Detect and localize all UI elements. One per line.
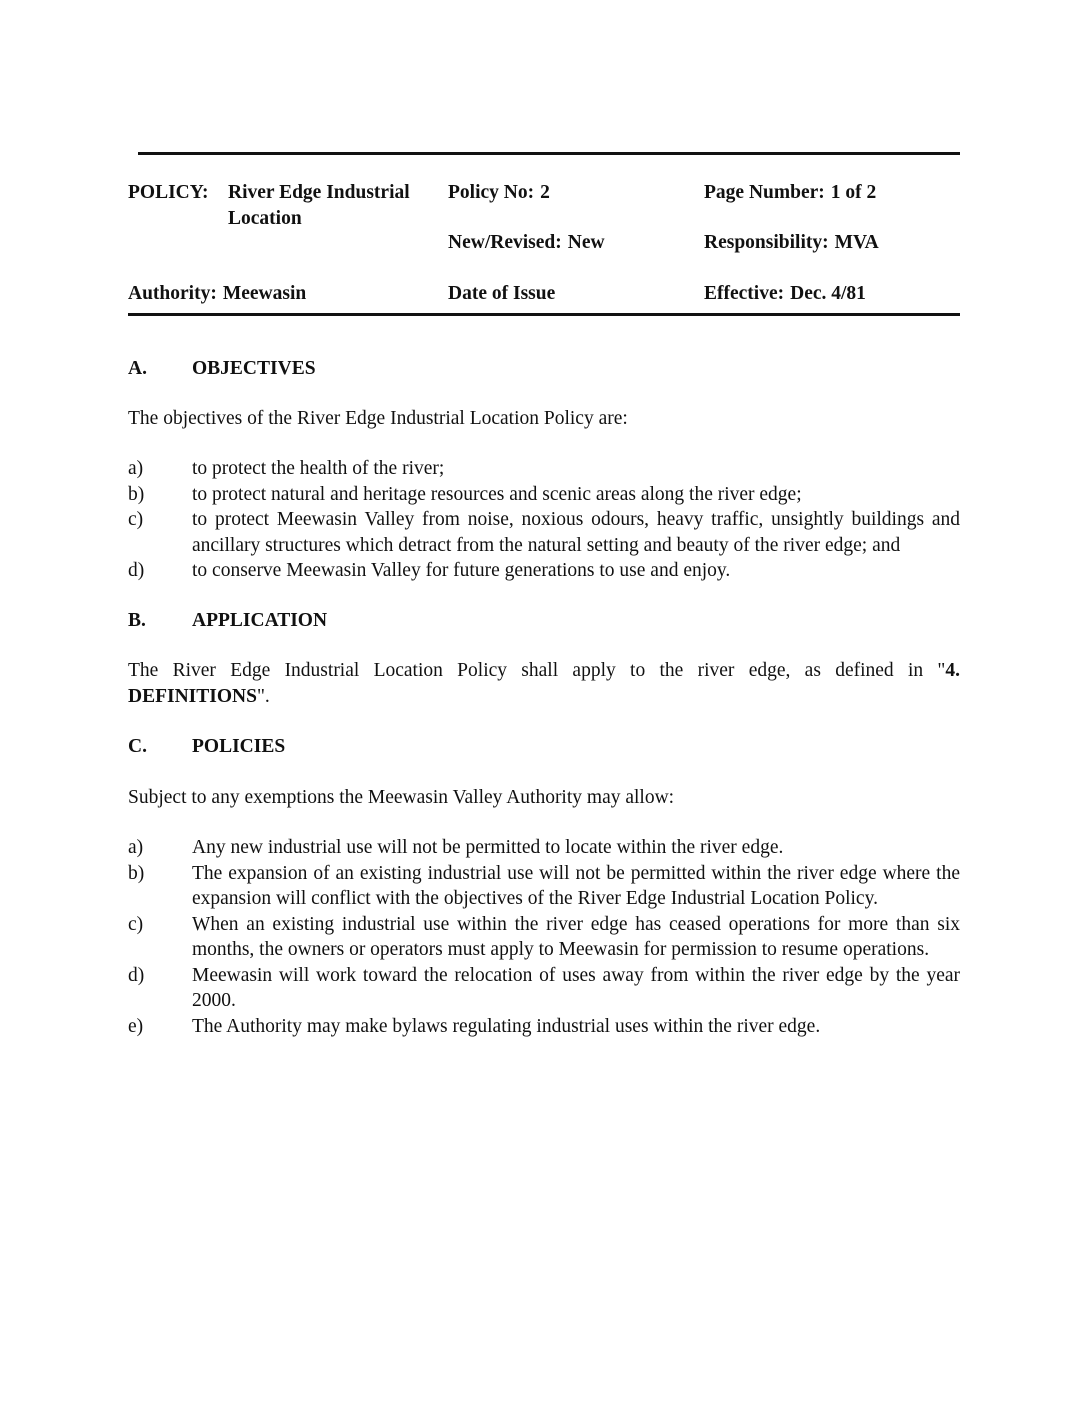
list-item-text: Any new industrial use will not be permitted to locate within the river edge. xyxy=(192,837,784,858)
page-number xyxy=(704,180,876,206)
list-item xyxy=(128,482,960,508)
list-marker: a) xyxy=(128,837,144,858)
list-item-text: to protect the health of the river; xyxy=(192,458,445,479)
section-letter: B. xyxy=(128,610,146,631)
list-marker: e) xyxy=(128,1015,144,1037)
effective-value: Dec. 4/81 xyxy=(790,283,866,304)
list-marker: c) xyxy=(128,509,144,530)
section-title: POLICIES xyxy=(192,736,286,757)
policy-title-value: River Edge Industrial Location xyxy=(228,182,410,229)
policy-label: POLICY: xyxy=(128,182,209,203)
list-item-text: When an existing industrial use within the river edge has ceased operations for more than six months, the owners or operators must apply to Meewasin for permission to resume operations. xyxy=(192,913,960,960)
section-title: APPLICATION xyxy=(192,610,328,631)
page-number-label: Page Number: xyxy=(704,182,825,203)
section-heading-policies xyxy=(128,734,285,760)
policy-number xyxy=(448,180,550,206)
list-item-text: The expansion of an existing industrial use will not be permitted within the river edge where the expansion will conflict with the objectives of the River Edge Industrial Location Policy. xyxy=(192,862,960,909)
date-of-issue-label: Date of Issue xyxy=(448,283,556,304)
header-bottom-rule xyxy=(128,313,960,316)
section-letter: A. xyxy=(128,358,147,379)
authority-value: Meewasin xyxy=(222,283,307,304)
list-item-text: to protect Meewasin Valley from noise, noxious odours, heavy traffic, unsightly buildings and ancillary structures which detract from the natural setting and beauty of the river edge; and xyxy=(192,509,960,556)
list-item xyxy=(128,912,960,963)
list-item xyxy=(128,861,960,912)
list-item xyxy=(128,558,960,584)
list-marker: a) xyxy=(128,458,144,479)
section-title: OBJECTIVES xyxy=(192,358,316,379)
authority xyxy=(128,281,306,307)
section-heading-application xyxy=(128,608,327,634)
policies-list xyxy=(128,835,960,1039)
list-item-text: to conserve Meewasin Valley for future generations to use and enjoy. xyxy=(192,560,731,581)
policies-intro: Subject to any exemptions the Meewasin Valley Authority may allow: xyxy=(128,787,675,808)
responsibility-label: Responsibility: xyxy=(704,232,829,253)
page-number-value: 1 of 2 xyxy=(830,182,877,203)
objectives-intro: The objectives of the River Edge Industrial Location Policy are: xyxy=(128,408,628,429)
list-item-text: Meewasin will work toward the relocation of uses away from within the river edge by the year 2000. xyxy=(192,964,960,1011)
list-item xyxy=(128,963,960,1014)
effective-label: Effective: xyxy=(704,283,785,304)
section-letter: C. xyxy=(128,736,147,757)
policy-no-value: 2 xyxy=(540,182,550,203)
application-text-end: ". xyxy=(256,685,270,707)
list-marker: b) xyxy=(128,483,145,505)
effective xyxy=(704,281,866,307)
list-item xyxy=(128,1014,960,1040)
list-marker: d) xyxy=(128,560,145,581)
list-item xyxy=(128,507,960,558)
new-revised-label: New/Revised: xyxy=(448,232,562,253)
list-marker: d) xyxy=(128,964,145,986)
list-item-text: The Authority may make bylaws regulating industrial uses within the river edge. xyxy=(192,1015,821,1037)
new-revised-value: New xyxy=(567,232,605,253)
definitions-reference: 4. DEFINITIONS xyxy=(128,660,960,707)
new-revised xyxy=(448,230,605,256)
list-marker: c) xyxy=(128,913,144,935)
header-top-rule xyxy=(138,152,960,155)
responsibility-value: MVA xyxy=(834,232,879,253)
objectives-list xyxy=(128,456,960,584)
list-marker: b) xyxy=(128,862,145,884)
responsibility xyxy=(704,230,879,256)
section-heading-objectives xyxy=(128,356,316,382)
authority-label: Authority: xyxy=(128,283,217,304)
application-text xyxy=(128,658,960,709)
policy-title xyxy=(128,180,438,231)
list-item xyxy=(128,835,960,861)
list-item xyxy=(128,456,960,482)
date-of-issue xyxy=(448,281,555,307)
application-text-start: The River Edge Industrial Location Policy shall apply to the river edge, as defined in " xyxy=(128,660,946,681)
policy-no-label: Policy No: xyxy=(448,182,535,203)
list-item-text: to protect natural and heritage resources and scenic areas along the river edge; xyxy=(192,483,802,505)
